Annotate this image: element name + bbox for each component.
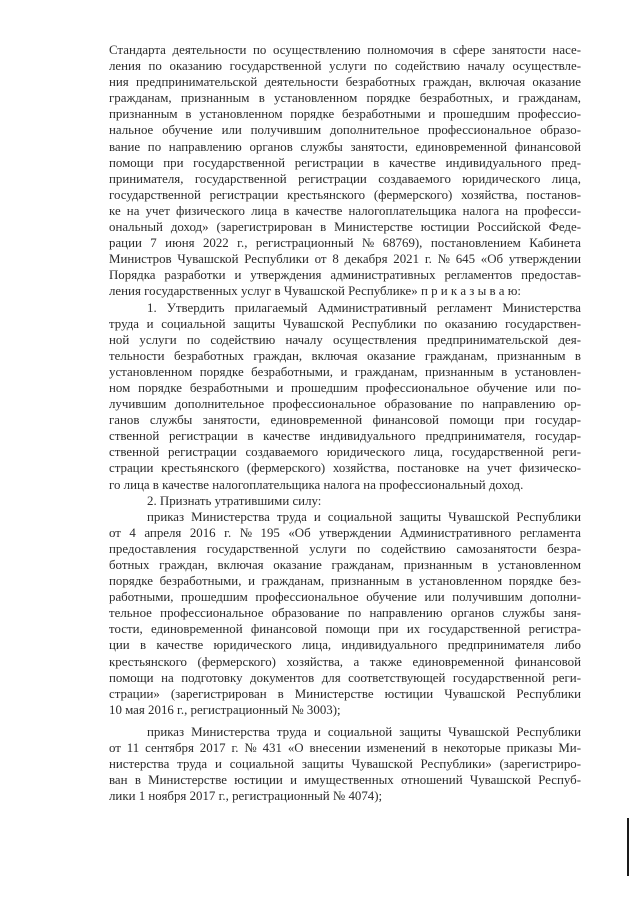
text-line: вание по направлению органов службы занятости, единовременной финансовой (109, 139, 581, 154)
text-line: гражданам, признанным в установленном порядке безработных, и гражданам, (109, 91, 581, 106)
text-line: ления по оказанию государственной услуги по содействию началу осуществле- (109, 59, 581, 74)
text-line: ном порядке безработными и прошедшим профессиональное обучение или по- (109, 380, 581, 395)
text-line: крестьянского (фермерского) хозяйства, а также единовременной финансовой (109, 654, 581, 669)
text-line: ления государственных услуг в Чувашской Республике» п р и к а з ы в а ю: (109, 284, 521, 299)
text-line: 2. Признать утратившими силу: (147, 493, 322, 508)
text-line: страции крестьянского (фермерского) хозяйства, постановке на учет физическо- (109, 461, 581, 476)
text-line: тельное профессиональное образование по направлению органов службы заня- (109, 606, 581, 621)
text-line: от 11 сентября 2017 г. № 431 «О внесении изменений в некоторые приказы Ми- (109, 741, 581, 756)
text-line: помощи при государственной регистрации в качестве индивидуального пред- (109, 155, 581, 170)
text-line: труда и социальной защиты Чувашской Республики по оказанию государствен- (109, 316, 581, 331)
text-line: Порядка разработки и утверждения административных регламентов предостав- (109, 268, 581, 283)
document-body (109, 42, 581, 804)
text-line: ганов службы занятости, единовременной финансовой помощи при государ- (109, 413, 581, 428)
text-line: страции» (зарегистрирован в Министерстве юстиции Чувашской Республики (109, 686, 581, 701)
text-line: установленном порядке безработными, и гражданам, признанным в установлен- (109, 364, 581, 379)
text-line: приказ Министерства труда и социальной защиты Чувашской Республики (147, 724, 581, 739)
text-line: нистерства труда и социальной защиты Чувашской Республики» (зарегистриро- (109, 757, 581, 772)
page-edge-mark (627, 818, 629, 876)
text-line: тости, единовременной финансовой помощи при их государственной регистра- (109, 622, 581, 637)
text-line: нальное обучение или получившим дополнительное профессиональное образо- (109, 123, 581, 138)
text-line: ции в качестве юридического лица, индивидуального предпринимателя либо (109, 638, 581, 653)
text-line: Министров Чувашской Республики от 8 декабря 2021 г. № 645 «Об утверждении (109, 252, 581, 267)
text-line: Стандарта деятельности по осуществлению полномочия в сфере занятости насе- (109, 43, 581, 57)
text-line: ственной регистрации в качестве индивидуального предпринимателя, государ- (109, 429, 581, 444)
text-line: признанным в установленном порядке безработными и прошедшим профессио- (109, 107, 581, 122)
text-line: 1. Утвердить прилагаемый Административный регламент Министерства (147, 300, 581, 315)
text-line: го лица в качестве налогоплательщика налога на профессиональный доход. (109, 477, 524, 492)
text-line: предоставления государственной услуги по содействию самозанятости безра- (109, 541, 581, 556)
text-line: приказ Министерства труда и социальной защиты Чувашской Республики (147, 509, 581, 524)
text-line: ния предпринимательской деятельности безработных граждан, включая оказание (109, 75, 581, 90)
text-line: 10 мая 2016 г., регистрационный № 3003); (109, 702, 341, 717)
text-line: государственной регистрации крестьянского (фермерского) хозяйства, постанов- (109, 187, 581, 202)
text-line: ной услуги по содействию началу осуществления предпринимательской дея- (109, 332, 581, 347)
text-line: лики 1 ноября 2017 г., регистрационный № 4074); (109, 789, 383, 804)
text-line: работными, прошедшим профессиональное обучение или получившим дополни- (109, 590, 581, 605)
text-line: ке на учет физического лица в качестве налогоплательщика налога на професси- (109, 203, 581, 218)
text-line: ботных граждан, включая оказание гражданам, признанным в установленном (109, 558, 581, 572)
text-line: принимателя, государственной регистрации создаваемого юридического лица, (109, 171, 581, 186)
text-line: рации 7 июня 2022 г., регистрационный № 68769), постановлением Кабинета (109, 236, 581, 251)
text-line: помощи на подготовку документов для соответствующей государственной реги- (109, 670, 581, 685)
text-line: ван в Министерстве юстиции и имущественных отношений Чувашской Респуб- (109, 773, 581, 788)
text-line: ональный доход» (зарегистрирован в Министерстве юстиции Российской Феде- (109, 220, 581, 235)
text-line: лучившим дополнительное профессиональное образование по направлению ор- (109, 397, 581, 412)
text-line: порядке безработными, и гражданам, признанным в установленном порядке без- (109, 574, 581, 589)
text-line: от 4 апреля 2016 г. № 195 «Об утверждении Административного регламента (109, 525, 581, 540)
text-line: ственной регистрации создаваемого юридического лица, государственной реги- (109, 445, 581, 460)
text-line: тельности безработных граждан, включая оказание гражданам, признанным в (109, 348, 581, 363)
